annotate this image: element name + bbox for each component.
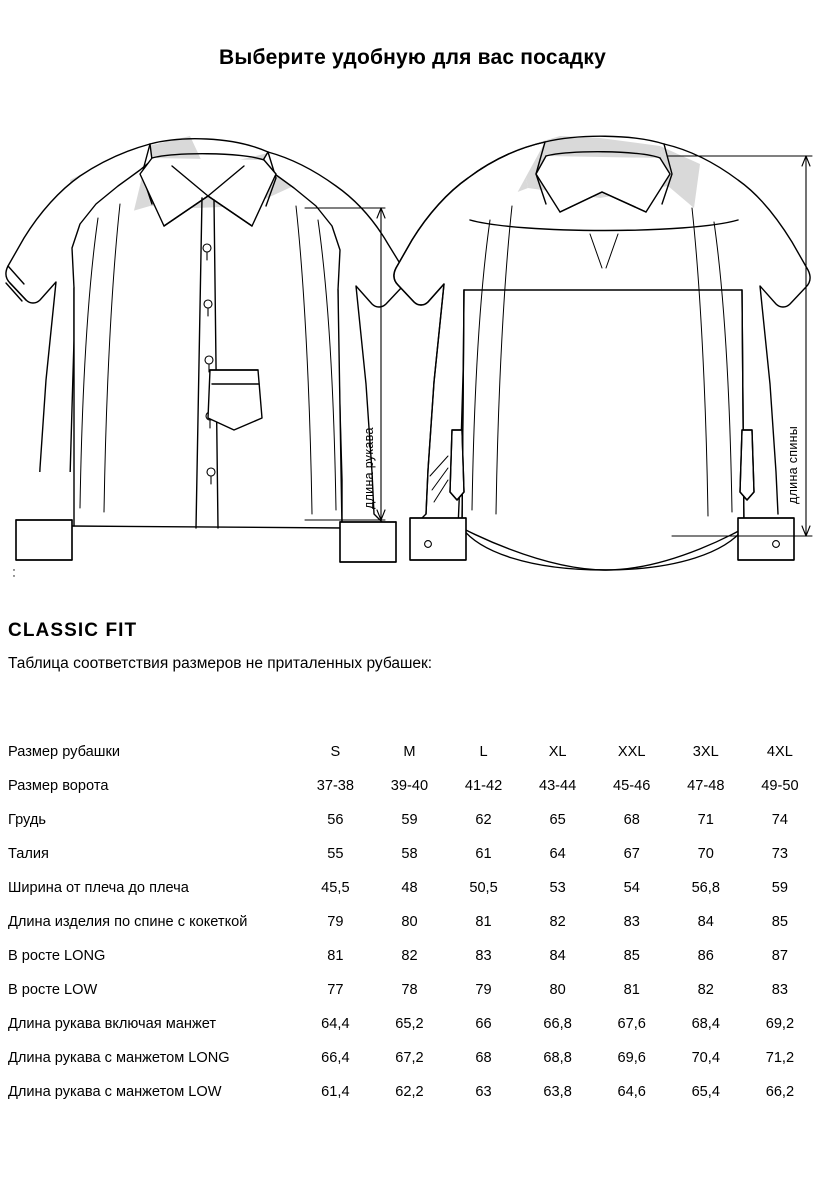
- row-label: Грудь: [8, 812, 46, 828]
- table-row: [8, 871, 817, 905]
- cell: 77: [327, 982, 344, 998]
- cell: 67,2: [395, 1050, 424, 1066]
- cell: 63,8: [543, 1084, 572, 1100]
- row-label: Талия: [8, 846, 49, 862]
- cell: 53: [549, 880, 566, 896]
- cell: 74: [771, 812, 789, 828]
- row-label: В росте LONG: [8, 948, 106, 964]
- cell: 81: [327, 948, 344, 964]
- column-header-xl: XL: [548, 744, 567, 760]
- cell: 86: [697, 948, 714, 964]
- cell: 66: [475, 1016, 492, 1032]
- cell: 65,2: [395, 1016, 424, 1032]
- cell: 56,8: [691, 880, 720, 896]
- cell: 83: [475, 948, 492, 964]
- cell: 49-50: [761, 778, 799, 794]
- table-row: [8, 837, 817, 871]
- cell: 66,2: [765, 1084, 795, 1100]
- cell: 82: [401, 948, 418, 964]
- cell: 82: [697, 982, 714, 998]
- cell: 80: [549, 982, 566, 998]
- cell: 64: [549, 846, 566, 862]
- table-row: [8, 905, 817, 939]
- size-table: [8, 735, 817, 1109]
- row-label: Ширина от плеча до плеча: [8, 880, 189, 896]
- cell: 70: [697, 846, 714, 862]
- cell: 55: [327, 846, 344, 862]
- shirt-front-view: [5, 136, 406, 578]
- column-header-m: M: [403, 744, 416, 760]
- cell: 87: [771, 948, 789, 964]
- cell: 62: [475, 812, 492, 828]
- cell: 83: [623, 914, 640, 930]
- cell: 66,8: [543, 1016, 572, 1032]
- cell: 67: [623, 846, 640, 862]
- cell: 48: [401, 880, 418, 896]
- cell: 70,4: [691, 1050, 720, 1066]
- cell: 59: [771, 880, 789, 896]
- table-row: [8, 1075, 817, 1109]
- back-length-label: длина спины: [786, 425, 800, 504]
- fit-heading: CLASSIC FIT: [8, 620, 138, 641]
- cell: 59: [401, 812, 418, 828]
- cell: 69,2: [765, 1016, 795, 1032]
- cell: 64,6: [617, 1084, 646, 1100]
- table-row: [8, 1041, 817, 1075]
- cell: 68,4: [691, 1016, 720, 1032]
- row-label: Длина рукава с манжетом LONG: [8, 1050, 230, 1066]
- column-header-4xl: 4XL: [766, 744, 793, 760]
- column-header-xxl: XXL: [617, 744, 646, 760]
- cell: 84: [697, 914, 714, 930]
- cell: 65: [549, 812, 566, 828]
- cell: 61: [475, 846, 492, 862]
- cell: 69,6: [617, 1050, 646, 1066]
- cell: 66,4: [321, 1050, 350, 1066]
- cell: 43-44: [538, 778, 577, 794]
- row-label: В росте LOW: [8, 982, 98, 998]
- cell: 84: [549, 948, 566, 964]
- cell: 65,4: [691, 1084, 720, 1100]
- cell: 63: [475, 1084, 492, 1100]
- column-header-s: S: [330, 744, 341, 760]
- cell: 45-46: [613, 778, 651, 794]
- cell: 39-40: [390, 778, 429, 794]
- cell: 79: [327, 914, 344, 930]
- cell: 58: [401, 846, 418, 862]
- cell: 62,2: [395, 1084, 424, 1100]
- cell: 73: [771, 846, 789, 862]
- column-header-3xl: 3XL: [692, 744, 719, 760]
- column-header-l: L: [479, 744, 488, 760]
- cell: 61,4: [321, 1084, 350, 1100]
- cell: 68: [475, 1050, 492, 1066]
- table-row: [8, 769, 817, 803]
- cell: 71,2: [765, 1050, 795, 1066]
- cell: 41-42: [464, 778, 503, 794]
- cell: 37-38: [316, 778, 355, 794]
- row-label: Размер ворота: [8, 778, 109, 794]
- cell: 45,5: [321, 880, 350, 896]
- table-header-row: [8, 735, 817, 769]
- table-row: [8, 939, 817, 973]
- cell: 47-48: [687, 778, 725, 794]
- cell: 68,8: [543, 1050, 572, 1066]
- cell: 83: [771, 982, 789, 998]
- cell: 67,6: [617, 1016, 646, 1032]
- cell: 71: [697, 812, 714, 828]
- table-row: [8, 1007, 817, 1041]
- row-label: Длина изделия по спине с кокеткой: [8, 914, 248, 930]
- cell: 68: [623, 812, 640, 828]
- table-row: [8, 973, 817, 1007]
- cell: 85: [623, 948, 640, 964]
- cell: 56: [327, 812, 344, 828]
- shirt-back-view: [394, 136, 810, 570]
- fit-subheading: Таблица соответствия размеров не приталенных рубашек:: [8, 655, 433, 672]
- page-title: Выберите удобную для вас посадку: [218, 46, 607, 69]
- shirt-illustration: [0, 108, 825, 578]
- cell: 50,5: [469, 880, 498, 896]
- table-row: [8, 803, 817, 837]
- sleeve-length-label: длина рукава: [362, 427, 376, 509]
- size-table-body: [8, 735, 817, 1109]
- table-header-label: Размер рубашки: [8, 744, 121, 760]
- cell: 64,4: [321, 1016, 350, 1032]
- row-label: Длина рукава включая манжет: [8, 1016, 217, 1032]
- cell: 80: [401, 914, 418, 930]
- cell: 82: [549, 914, 566, 930]
- cell: 81: [623, 982, 640, 998]
- cell: 85: [771, 914, 789, 930]
- shirt-diagram-svg: [0, 108, 825, 578]
- row-label: Длина рукава с манжетом LOW: [8, 1084, 222, 1100]
- cell: 81: [475, 914, 492, 930]
- cell: 78: [401, 982, 418, 998]
- cell: 79: [475, 982, 492, 998]
- cell: 54: [623, 880, 640, 896]
